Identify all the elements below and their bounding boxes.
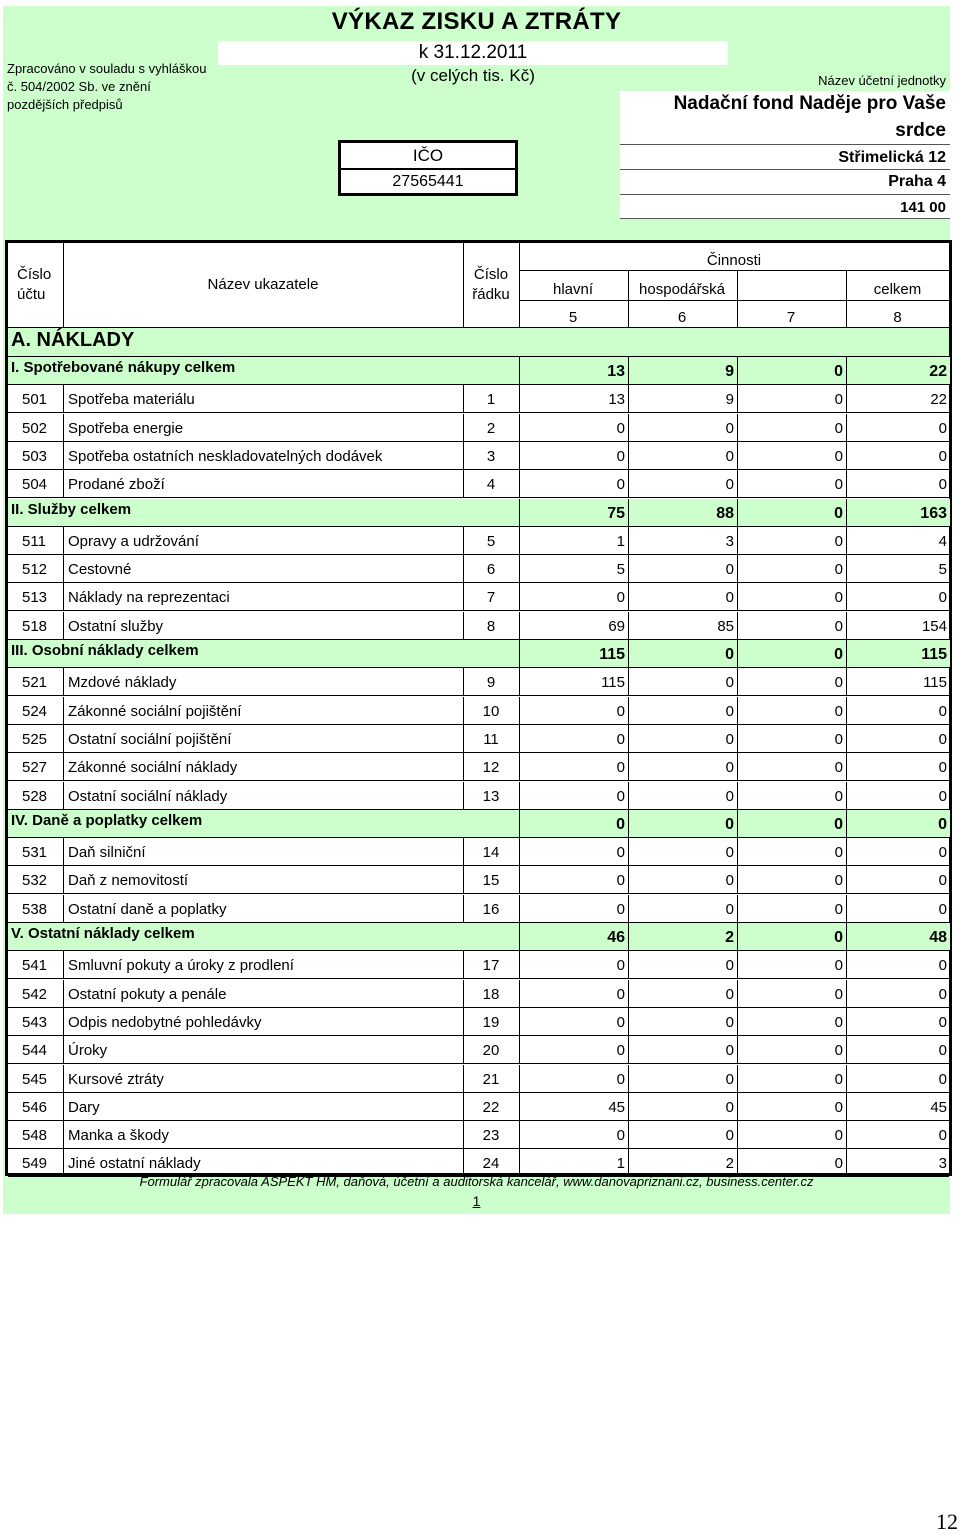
table-row [8,668,949,696]
indicator-name: Spotřeba ostatních neskladovatelných dodávek [68,447,383,465]
value-cell: 0 [938,1042,947,1060]
row-number: 11 [483,730,499,748]
header-rowno [463,265,519,305]
value-cell: 0 [834,589,843,607]
value-cell: 0 [938,1127,947,1145]
header-colnum-6: 6 [677,309,687,326]
indicator-name: Odpis nedobytné pohledávky [68,1013,262,1031]
value-cell: 0 [938,844,947,862]
entity-city: Praha 4 [888,173,946,190]
value-cell: 0 [725,1042,734,1060]
value-cell: 0 [834,476,843,494]
account-number: 513 [22,589,48,607]
indicator-name: Ostatní sociální pojištění [68,730,232,748]
value-cell: 0 [725,1070,734,1088]
value-cell: 0 [938,589,947,607]
value-cell: 0 [938,985,947,1003]
entity-zip: 141 00 [900,199,946,216]
row-number: 6 [486,561,496,579]
indicator-name: Mzdové náklady [68,674,177,692]
row-number: 22 [482,1098,500,1116]
header-rowno-l2: řádku [472,286,510,303]
section-row [8,810,949,838]
value-cell: 3 [938,1155,947,1173]
section-row [8,640,949,668]
value-cell: 0 [834,872,843,890]
value-cell: 115 [923,674,947,692]
legal-note [7,60,206,114]
row-number: 14 [482,844,500,862]
indicator-name: Spotřeba materiálu [68,391,195,409]
entity-block [620,91,950,219]
account-number: 546 [22,1098,48,1116]
value-cell: 0 [616,1127,625,1145]
value-cell: 0 [725,1098,734,1116]
account-number: 503 [22,447,48,465]
row-number: 4 [486,476,496,494]
report-units: (v celých tis. Kč) [411,66,535,85]
row-number: 23 [482,1127,500,1145]
table-row [8,527,949,555]
value-cell: 45 [930,1098,947,1116]
value-cell: 2 [725,1155,734,1173]
value-cell: 0 [725,1127,734,1145]
row-number: 24 [482,1155,500,1173]
section-a-band [8,328,949,356]
header-colnum-5: 5 [568,309,578,326]
account-number: 532 [22,872,48,890]
table-row [8,951,949,979]
account-number: 538 [22,900,48,918]
indicator-name: Manka a škody [68,1127,169,1145]
account-number: 528 [22,787,48,805]
expense-table [5,240,952,1176]
value-cell: 2 [725,929,734,946]
section-row [8,923,949,951]
value-cell: 45 [608,1098,625,1116]
table-row [8,1036,949,1064]
ico-value: 27565441 [392,173,464,190]
row-number: 12 [482,759,500,777]
row-number: 10 [482,702,500,720]
value-cell: 0 [834,1127,843,1145]
value-cell: 9 [725,391,734,409]
value-cell: 0 [834,702,843,720]
value-cell: 0 [725,646,734,663]
value-cell: 75 [607,504,625,522]
value-cell: 48 [929,929,947,946]
account-number: 504 [22,476,48,494]
value-cell: 0 [938,1070,947,1088]
row-number: 5 [486,532,496,550]
value-cell: 0 [938,759,947,777]
entity-label: Název účetní jednotky [818,73,946,88]
value-cell: 0 [834,900,843,918]
value-cell: 0 [834,617,843,635]
table-row [8,753,949,781]
value-cell: 22 [930,391,947,409]
value-cell: 0 [834,1042,843,1060]
value-cell: 0 [725,674,734,692]
value-cell: 0 [834,1098,843,1116]
indicator-name: Prodané zboží [68,476,165,494]
value-cell: 0 [616,702,625,720]
account-number: 525 [22,730,48,748]
value-cell: 0 [834,787,843,805]
value-cell: 0 [834,504,843,522]
value-cell: 0 [616,730,625,748]
value-cell: 0 [725,815,734,833]
table-row [8,1121,949,1149]
indicator-name: Daň z nemovitostí [68,872,189,890]
sheet-page-number: 1 [472,1193,481,1209]
value-cell: 0 [834,1070,843,1088]
value-cell: 0 [834,561,843,579]
table-row [8,1093,949,1121]
value-cell: 0 [725,730,734,748]
value-cell: 88 [716,504,734,522]
indicator-name: Náklady na reprezentaci [68,589,230,607]
value-cell: 85 [717,617,734,635]
value-cell: 1 [616,532,625,550]
section-a-title: A. NÁKLADY [11,329,135,351]
value-cell: 4 [938,532,947,550]
value-cell: 0 [834,985,843,1003]
row-number: 21 [482,1070,500,1088]
value-cell: 0 [725,787,734,805]
indicator-name: Smluvní pokuty a úroky z prodlení [68,957,294,975]
row-number: 2 [486,419,496,437]
form-footer: Formulář zpracovala ASPEKT HM, daňová, účetní a auditorská kancelář, www.danovapriznani.cz, business.center.cz [139,1174,814,1189]
value-cell: 115 [921,646,947,663]
ico-label: IČO [341,143,515,170]
value-cell: 0 [938,900,947,918]
row-number: 15 [482,872,500,890]
legal-note-line: pozdějších předpisů [7,97,123,112]
page-number: 12 [936,1509,958,1534]
table-row [8,470,949,498]
header-col-total: celkem [873,281,922,298]
row-number: 1 [486,391,496,409]
header-activities: Činnosti [706,252,762,269]
row-number: 7 [486,589,496,607]
account-number: 527 [22,759,48,777]
value-cell: 0 [834,419,843,437]
value-cell: 0 [938,957,947,975]
account-number: 542 [22,985,48,1003]
row-number: 19 [482,1013,500,1031]
value-cell: 0 [938,1013,947,1031]
account-number: 548 [22,1127,48,1145]
row-number: 8 [486,617,496,635]
indicator-name: Opravy a udržování [68,532,199,550]
row-number: 20 [482,1042,500,1060]
account-number: 543 [22,1013,48,1031]
indicator-name: Zákonné sociální náklady [68,759,238,777]
value-cell: 154 [921,617,947,635]
value-cell: 0 [725,900,734,918]
value-cell: 0 [725,561,734,579]
account-number: 544 [22,1042,48,1060]
indicator-name: Cestovné [68,561,132,579]
value-cell: 5 [616,561,625,579]
value-cell: 0 [725,476,734,494]
value-cell: 0 [725,872,734,890]
account-number: 512 [22,561,48,579]
value-cell: 0 [938,730,947,748]
account-number: 531 [22,844,48,862]
table-row [8,385,949,413]
account-number: 524 [22,702,48,720]
indicator-name: Kursové ztráty [68,1070,164,1088]
table-row [8,414,949,442]
report-date: k 31.12.2011 [418,42,528,63]
table-row [8,1065,949,1093]
value-cell: 0 [834,1013,843,1031]
value-cell: 5 [938,561,947,579]
value-cell: 0 [834,759,843,777]
value-cell: 115 [601,674,625,692]
table-row [8,725,949,753]
value-cell: 22 [929,363,947,380]
value-cell: 0 [834,391,843,409]
value-cell: 0 [938,872,947,890]
value-cell: 0 [938,419,947,437]
value-cell: 0 [725,759,734,777]
value-cell: 0 [834,532,843,550]
table-row [8,866,949,894]
value-cell: 0 [725,419,734,437]
indicator-name: Spotřeba energie [68,419,184,437]
value-cell: 0 [938,447,947,465]
indicator-name: Ostatní služby [68,617,164,635]
table-row [8,1008,949,1036]
value-cell: 0 [616,1070,625,1088]
value-cell: 13 [607,363,625,380]
table-row [8,555,949,583]
section-label: II. Služby celkem [11,500,132,518]
table-row [8,980,949,1008]
value-cell: 0 [725,1013,734,1031]
section-row [8,357,949,385]
account-number: 501 [22,391,48,409]
value-cell: 0 [616,589,625,607]
table-row [8,583,949,611]
value-cell: 0 [834,363,843,380]
table-row [8,442,949,470]
row-number: 9 [486,674,496,692]
value-cell: 0 [616,759,625,777]
legal-note-line: č. 504/2002 Sb. ve znění [7,79,151,94]
legal-note-line: Zpracováno v souladu s vyhláškou [7,61,207,76]
value-cell: 163 [920,504,947,522]
value-cell: 115 [599,646,625,663]
value-cell: 46 [607,929,625,946]
value-cell: 0 [616,957,625,975]
value-cell: 0 [834,929,843,946]
value-cell: 9 [725,363,734,380]
value-cell: 0 [616,1042,625,1060]
table-row [8,838,949,866]
value-cell: 0 [616,419,625,437]
value-cell: 0 [616,476,625,494]
value-cell: 0 [834,1155,843,1173]
header-account-l2: účtu [17,286,46,303]
value-cell: 0 [938,815,947,833]
entity-street: Střimelická 12 [838,149,946,166]
section-label: V. Ostatní náklady celkem [11,925,195,942]
value-cell: 0 [616,900,625,918]
table-row [8,697,949,725]
account-number: 518 [22,617,48,635]
indicator-name: Jiné ostatní náklady [68,1155,201,1173]
value-cell: 0 [725,702,734,720]
value-cell: 0 [834,844,843,862]
header-colnum-8: 8 [893,309,902,326]
row-number: 3 [486,447,496,465]
header-col-economic: hospodářská [639,281,725,298]
indicator-name: Daň silniční [68,844,146,862]
row-number: 16 [482,900,500,918]
row-number: 13 [482,787,500,805]
value-cell: 0 [616,815,625,833]
section-label: I. Spotřebované nákupy celkem [11,359,236,376]
report-title: VÝKAZ ZISKU A ZTRÁTY [331,8,622,35]
value-cell: 0 [725,589,734,607]
indicator-name: Úroky [68,1042,108,1060]
value-cell: 0 [938,787,947,805]
account-number: 541 [22,957,48,975]
header-colnum-7: 7 [786,309,796,326]
entity-name: Nadační fond Naděje pro Vaše [673,93,946,114]
indicator-name: Ostatní sociální náklady [68,787,228,805]
value-cell: 0 [616,447,625,465]
row-number: 17 [482,957,500,975]
value-cell: 3 [725,532,734,550]
account-number: 511 [22,532,46,550]
value-cell: 0 [616,1013,625,1031]
account-number: 545 [22,1070,48,1088]
value-cell: 69 [608,617,625,635]
value-cell: 0 [938,476,947,494]
row-number: 18 [482,985,500,1003]
value-cell: 0 [834,957,843,975]
entity-name-cont: srdce [895,120,946,141]
value-cell: 0 [938,702,947,720]
value-cell: 0 [725,957,734,975]
account-number: 521 [22,674,48,692]
header-indicator: Název ukazatele [207,276,319,293]
section-label: III. Osobní náklady celkem [11,642,199,659]
header-account [17,265,51,305]
value-cell: 0 [834,674,843,692]
account-number: 549 [22,1155,48,1173]
header-account-l1: Číslo [17,266,52,283]
value-cell: 0 [616,985,625,1003]
value-cell: 13 [608,391,625,409]
ico-box [338,140,518,196]
value-cell: 0 [725,844,734,862]
value-cell: 0 [725,985,734,1003]
value-cell: 1 [616,1155,625,1173]
indicator-name: Ostatní pokuty a penále [68,985,227,1003]
indicator-name: Ostatní daně a poplatky [68,900,227,918]
value-cell: 0 [616,787,625,805]
section-row [8,499,949,527]
indicator-name: Dary [68,1098,100,1116]
value-cell: 0 [725,447,734,465]
header-col-main: hlavní [552,281,594,298]
indicator-name: Zákonné sociální pojištění [68,702,242,720]
value-cell: 0 [834,730,843,748]
header-rowno-l1: Číslo [473,266,509,283]
value-cell: 0 [616,872,625,890]
value-cell: 0 [834,646,843,663]
report-sheet [3,6,950,1214]
account-number: 502 [22,419,48,437]
section-label: IV. Daně a poplatky celkem [11,811,203,829]
value-cell: 0 [834,815,843,833]
value-cell: 0 [616,844,625,862]
value-cell: 0 [834,447,843,465]
